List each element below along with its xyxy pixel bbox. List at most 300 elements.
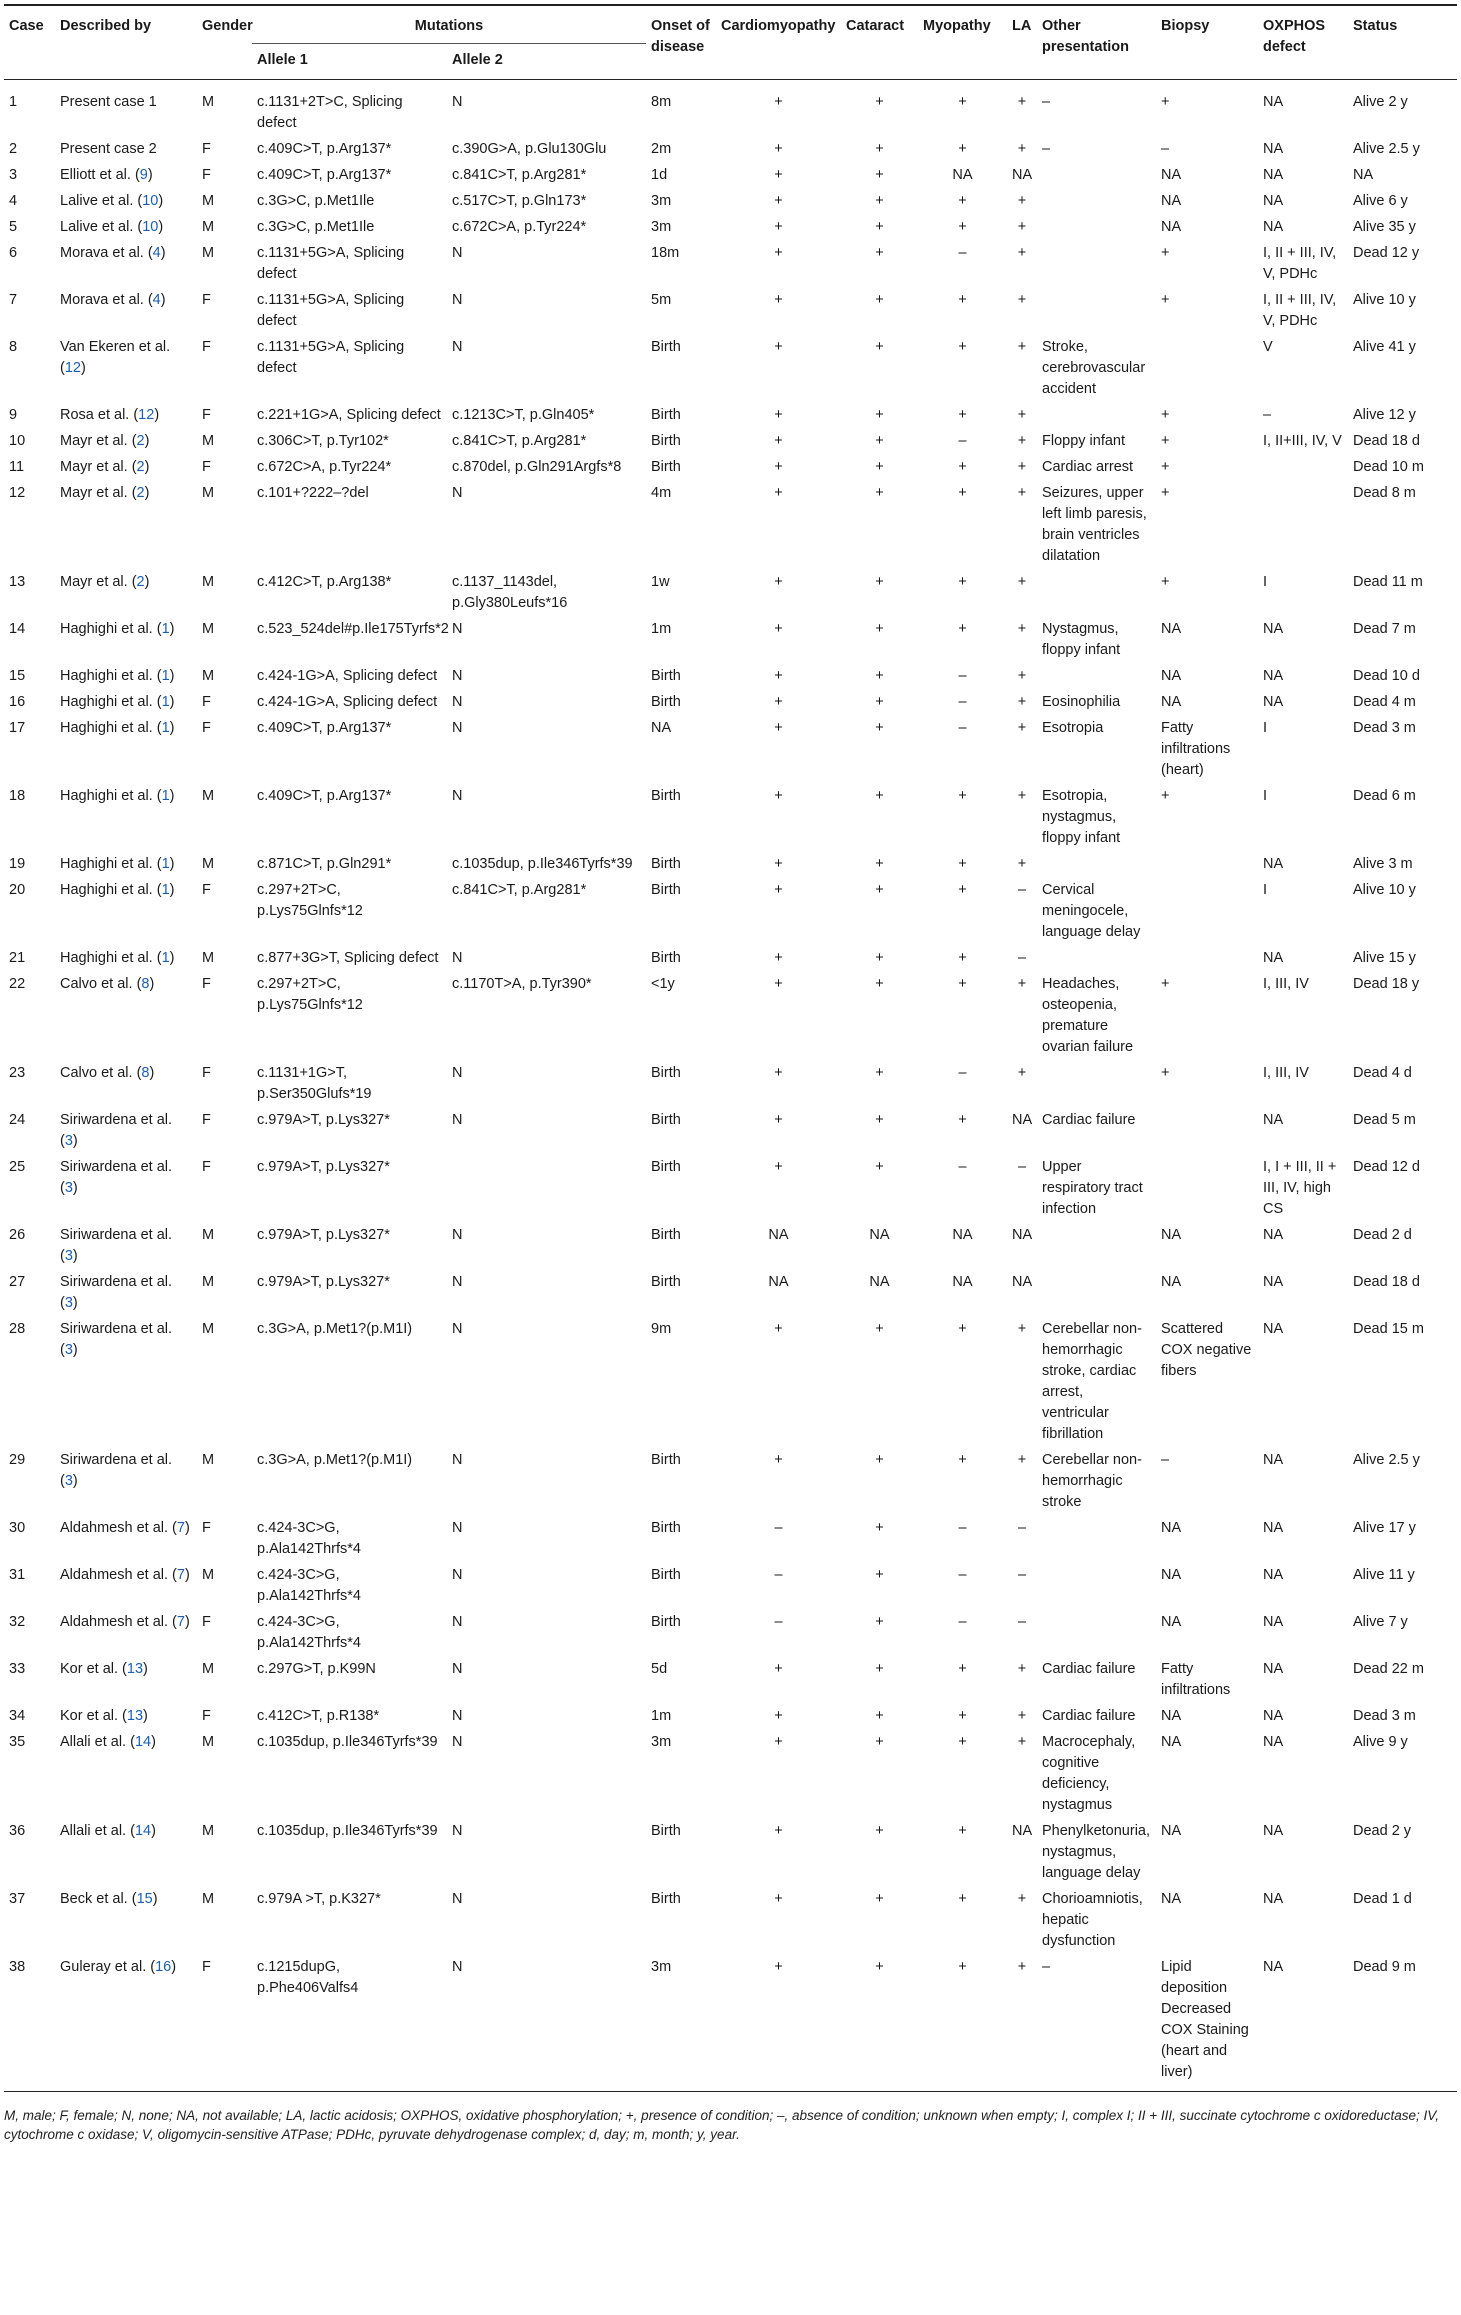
cell-oxphos: I — [1263, 788, 1268, 804]
cell-onset: Birth — [651, 1227, 681, 1243]
cell-allele-1: c.877+3G>T, Splicing defect — [257, 950, 439, 966]
cell-other-presentation — [1037, 663, 1156, 689]
cell-oxphos: NA — [1263, 1520, 1284, 1536]
cell-biopsy: NA — [1161, 219, 1182, 235]
reference-link[interactable]: 1 — [161, 694, 170, 710]
reference-link[interactable]: 14 — [134, 1823, 152, 1839]
cell-myopathy: + — [958, 94, 967, 110]
cell-cataract: + — [841, 1954, 918, 2092]
cell-allele-1: c.412C>T, p.Arg138* — [257, 574, 392, 590]
table-row — [4, 1269, 1457, 1316]
cell-allele-2: N — [452, 621, 463, 637]
cell-la: + — [1017, 193, 1027, 209]
reference-link[interactable]: 2 — [136, 574, 145, 590]
cell-allele-1: c.979A>T, p.Lys327* — [257, 1112, 390, 1128]
header-la: LA — [1007, 5, 1037, 80]
cell-allele-1: c.672C>A, p.Tyr224* — [257, 459, 392, 475]
cell-case: 19 — [9, 856, 26, 872]
cell-myopathy: + — [958, 1321, 967, 1337]
cell-status: Dead 18 y — [1353, 976, 1420, 992]
cell-onset: Birth — [651, 339, 681, 355]
reference-link[interactable]: 4 — [152, 245, 161, 261]
cell-allele-1: c.409C>T, p.Arg137* — [257, 788, 392, 804]
table-row — [4, 783, 1457, 851]
cell-allele-1: c.297G>T, p.K99N — [257, 1661, 376, 1677]
cell-cardiomyopathy: + — [774, 1891, 783, 1907]
cell-other-presentation — [1037, 1562, 1156, 1609]
reference-link[interactable]: 3 — [64, 1473, 73, 1489]
cell-onset: 1d — [651, 167, 668, 183]
reference-link[interactable]: 3 — [64, 1295, 73, 1311]
cell-gender: F — [202, 339, 211, 355]
cell-la: NA — [1012, 1227, 1033, 1243]
cell-other-presentation — [1037, 1060, 1156, 1107]
cell-case: 26 — [9, 1227, 26, 1243]
cell-case: 24 — [9, 1112, 26, 1128]
reference-link[interactable]: 4 — [152, 292, 161, 308]
cell-cataract: + — [875, 621, 884, 637]
reference-link[interactable]: 16 — [155, 1959, 172, 1975]
cell-status: Alive 41 y — [1353, 339, 1416, 355]
cell-cataract: + — [875, 1891, 884, 1907]
cell-gender: M — [202, 788, 215, 804]
table-row — [4, 80, 1457, 137]
cell-la: + — [1017, 1321, 1027, 1337]
cell-oxphos: V — [1263, 339, 1273, 355]
cell-other-presentation: Floppy infant — [1042, 433, 1126, 449]
cell-biopsy — [1156, 945, 1258, 971]
cell-described-by: Aldahmesh et al. (7) — [60, 1614, 190, 1630]
cell-onset: Birth — [651, 1274, 681, 1290]
cell-status: Dead 2 y — [1353, 1823, 1412, 1839]
cell-described-by: Beck et al. (15) — [60, 1891, 158, 1907]
cell-biopsy: + — [1161, 574, 1170, 590]
cell-onset: Birth — [651, 433, 681, 449]
header-status: Status — [1348, 5, 1457, 80]
cell-case: 20 — [9, 882, 26, 898]
cell-status: Dead 10 d — [1353, 668, 1420, 684]
cell-onset: 3m — [646, 1954, 716, 2092]
reference-link[interactable]: 1 — [161, 668, 170, 684]
cell-onset: Birth — [651, 950, 681, 966]
cell-case: 17 — [9, 720, 26, 736]
cell-allele-1: c.412C>T, p.R138* — [257, 1708, 380, 1724]
cell-allele-2: N — [452, 950, 463, 966]
cell-gender: F — [202, 694, 211, 710]
cell-myopathy: – — [958, 1567, 967, 1583]
cell-la: + — [1017, 694, 1027, 710]
cell-myopathy: + — [958, 976, 967, 992]
reference-link[interactable]: 13 — [126, 1708, 144, 1724]
cell-onset: 8m — [651, 94, 672, 110]
header-gender: Gender — [197, 5, 252, 80]
cell-myopathy: + — [958, 1661, 967, 1677]
cell-cataract: + — [875, 1823, 884, 1839]
cell-gender: F — [202, 292, 211, 308]
table-row — [4, 1060, 1457, 1107]
cell-onset: 3m — [651, 1734, 672, 1750]
cell-cardiomyopathy: + — [774, 788, 783, 804]
cell-allele-1: c.3G>A, p.Met1?(p.M1I) — [257, 1321, 413, 1337]
reference-link[interactable]: 8 — [141, 1065, 150, 1081]
cell-other-presentation: Esotropia — [1042, 720, 1104, 736]
cell-cardiomyopathy: + — [774, 1112, 783, 1128]
cell-la: – — [1017, 1614, 1027, 1630]
cell-oxphos: NA — [1263, 1614, 1284, 1630]
table-row — [4, 1886, 1457, 1954]
cell-biopsy: + — [1161, 485, 1170, 501]
cell-myopathy: + — [958, 1823, 967, 1839]
cell-myopathy: – — [958, 245, 967, 261]
reference-link[interactable]: 1 — [161, 856, 170, 872]
cell-other-presentation — [1037, 569, 1156, 616]
reference-link[interactable]: 7 — [176, 1614, 185, 1630]
cell-onset: Birth — [651, 1891, 681, 1907]
cell-la: + — [1017, 245, 1027, 261]
cell-la: + — [1017, 94, 1027, 110]
cell-cataract: + — [875, 1452, 884, 1468]
reference-link[interactable]: 3 — [64, 1342, 73, 1358]
cell-myopathy: + — [958, 1891, 967, 1907]
table-row — [4, 240, 1457, 287]
cell-other-presentation: Esotropia, nystagmus, floppy infant — [1042, 788, 1121, 846]
cell-biopsy: NA — [1161, 1274, 1182, 1290]
cell-cataract: + — [875, 1112, 884, 1128]
cell-gender: F — [197, 1954, 252, 2092]
cell-myopathy: + — [958, 485, 967, 501]
cell-status: Dead 15 m — [1353, 1321, 1424, 1337]
cell-allele-1: c.979A>T, p.Lys327* — [257, 1159, 390, 1175]
cell-oxphos: NA — [1263, 1321, 1284, 1337]
reference-link[interactable]: 9 — [139, 167, 148, 183]
cell-cardiomyopathy: – — [774, 1520, 783, 1536]
cell-onset: 9m — [651, 1321, 672, 1337]
cell-cardiomyopathy: + — [774, 193, 783, 209]
reference-link[interactable]: 12 — [64, 360, 81, 376]
cell-cardiomyopathy: + — [716, 1954, 841, 2092]
cell-allele-2: N — [452, 292, 463, 308]
cell-status: Dead 11 m — [1353, 574, 1423, 590]
cell-biopsy: Scattered COX negative fibers — [1161, 1321, 1252, 1379]
cell-onset: 3m — [651, 193, 672, 209]
cell-oxphos: NA — [1263, 94, 1284, 110]
reference-link[interactable]: 14 — [134, 1734, 152, 1750]
reference-link[interactable]: 10 — [142, 219, 159, 235]
cell-cataract: + — [875, 292, 884, 308]
cell-case: 9 — [9, 407, 18, 423]
cell-myopathy: + — [958, 292, 967, 308]
cell-described-by: Siriwardena et al. (3) — [60, 1452, 173, 1489]
cell-allele-1: c.1131+5G>A, Splicing defect — [257, 245, 405, 282]
cell-onset: Birth — [651, 1614, 681, 1630]
cell-case: 23 — [9, 1065, 26, 1081]
cell-other-presentation: – — [1042, 141, 1051, 157]
cell-gender: F — [202, 976, 211, 992]
cell-myopathy: + — [958, 621, 967, 637]
cell-allele-2: c.870del, p.Gln291Argfs*8 — [452, 459, 622, 475]
cell-oxphos: NA — [1263, 219, 1284, 235]
cell-described-by: Van Ekeren et al. (12) — [60, 339, 171, 376]
cell-cardiomyopathy: + — [774, 976, 783, 992]
cell-allele-1: c.1215dupG, p.Phe406Valfs4 — [252, 1954, 447, 2092]
cell-allele-2: N — [452, 1891, 463, 1907]
cell-allele-2: N — [452, 1614, 463, 1630]
cell-allele-1: c.1131+5G>A, Splicing defect — [257, 339, 405, 376]
cell-onset: Birth — [651, 668, 681, 684]
cell-onset: 4m — [651, 485, 672, 501]
cell-allele-1: c.297+2T>C, p.Lys75Glnfs*12 — [257, 882, 363, 919]
cell-allele-1: c.523_524del#p.Ile175Tyrfs*2 — [257, 621, 449, 637]
cell-gender: M — [202, 621, 215, 637]
cell-myopathy: – — [958, 694, 967, 710]
table-row — [4, 851, 1457, 877]
cell-case: 22 — [9, 976, 26, 992]
author-name: Rosa et al. ( — [60, 407, 139, 423]
cell-status: Alive 2 y — [1353, 94, 1408, 110]
cell-myopathy: + — [958, 459, 967, 475]
table-row — [4, 1447, 1457, 1515]
cell-other-presentation — [1037, 945, 1156, 971]
cell-other-presentation: Stroke, cerebrovascular accident — [1042, 339, 1146, 397]
cell-gender: M — [202, 193, 215, 209]
cell-allele-2: N — [452, 1734, 463, 1750]
cell-biopsy: NA — [1161, 1614, 1182, 1630]
author-name: Siriwardena et al. ( — [60, 1227, 173, 1264]
reference-link[interactable]: 15 — [136, 1891, 153, 1907]
cell-myopathy: + — [958, 882, 967, 898]
cell-onset: <1y — [651, 976, 675, 992]
reference-link[interactable]: 1 — [161, 621, 170, 637]
author-name: Haghighi et al. ( — [60, 720, 162, 736]
cell-cataract: + — [875, 193, 884, 209]
reference-link[interactable]: 3 — [64, 1180, 73, 1196]
cell-described-by: Aldahmesh et al. (7) — [60, 1520, 190, 1536]
reference-link[interactable]: 13 — [126, 1661, 144, 1677]
author-name: Guleray et al. ( — [60, 1959, 156, 1975]
cell-oxphos: NA — [1263, 668, 1284, 684]
reference-link[interactable]: 1 — [161, 788, 170, 804]
cell-oxphos: I, II + III, IV, V, PDHc — [1263, 292, 1337, 329]
cell-status: Alive 2.5 y — [1353, 1452, 1420, 1468]
cell-status: Dead 1 d — [1353, 1891, 1412, 1907]
cell-biopsy — [1156, 877, 1258, 945]
table-row — [4, 1656, 1457, 1703]
cell-oxphos: NA — [1263, 1567, 1284, 1583]
cell-case: 10 — [9, 433, 26, 449]
cell-allele-1: c.1131+5G>A, Splicing defect — [257, 292, 405, 329]
cell-status: Dead 6 m — [1353, 788, 1416, 804]
cell-cardiomyopathy: + — [774, 1065, 783, 1081]
cell-status: Dead 12 d — [1353, 1159, 1420, 1175]
cell-biopsy: – — [1161, 141, 1170, 157]
reference-link[interactable]: 1 — [161, 950, 170, 966]
cell-status: Alive 7 y — [1353, 1614, 1408, 1630]
cell-cardiomyopathy: + — [774, 219, 783, 235]
table-row — [4, 971, 1457, 1060]
table-body — [4, 80, 1457, 2092]
cell-other-presentation: Headaches, osteopenia, premature ovarian failure — [1042, 976, 1134, 1055]
cell-onset: Birth — [651, 459, 681, 475]
cell-la: + — [1017, 668, 1027, 684]
cell-status: Dead 4 d — [1353, 1065, 1412, 1081]
cell-case: 7 — [9, 292, 18, 308]
cell-described-by: Calvo et al. (8) — [60, 976, 155, 992]
cell-myopathy: NA — [952, 1274, 973, 1290]
cell-onset: 5m — [651, 292, 672, 308]
reference-link[interactable]: 1 — [161, 882, 170, 898]
table-row — [4, 1562, 1457, 1609]
cell-gender: F — [202, 1708, 211, 1724]
table-row — [4, 689, 1457, 715]
cell-case: 25 — [9, 1159, 26, 1175]
cell-la: + — [1017, 219, 1027, 235]
cell-onset: Birth — [651, 1112, 681, 1128]
cell-la: + — [1017, 1734, 1027, 1750]
cell-myopathy: + — [958, 950, 967, 966]
cell-cataract: + — [875, 1159, 884, 1175]
cell-described-by: Siriwardena et al. (3) — [60, 1227, 173, 1264]
cell-biopsy: + — [1161, 1065, 1170, 1081]
table-row — [4, 1818, 1457, 1886]
cell-biopsy — [1156, 1154, 1258, 1222]
cell-biopsy — [1156, 851, 1258, 877]
cell-case: 3 — [9, 167, 18, 183]
cell-oxphos: I, I + III, II + III, IV, high CS — [1263, 1159, 1337, 1217]
table-row — [4, 480, 1457, 569]
cell-described-by: Allali et al. (14) — [60, 1734, 156, 1750]
cell-case: 31 — [9, 1567, 26, 1583]
cell-cataract: + — [875, 882, 884, 898]
cell-myopathy: + — [958, 788, 967, 804]
cell-cataract: + — [875, 856, 884, 872]
cell-case: 13 — [9, 574, 26, 590]
cell-described-by: Haghighi et al. (1) — [60, 694, 175, 710]
table-row — [4, 715, 1457, 783]
cell-la: NA — [1012, 167, 1033, 183]
author-name: Aldahmesh et al. ( — [60, 1567, 177, 1583]
reference-link[interactable]: 2 — [136, 459, 145, 475]
cell-cardiomyopathy: + — [774, 1159, 783, 1175]
author-name: Aldahmesh et al. ( — [60, 1614, 177, 1630]
cell-other-presentation — [1037, 1222, 1156, 1269]
cell-case: 29 — [9, 1452, 26, 1468]
header-cardiomyopathy: Cardiomyopathy — [716, 5, 841, 80]
cell-case: 12 — [9, 485, 26, 501]
table-row — [4, 1515, 1457, 1562]
cell-allele-2: c.841C>T, p.Arg281* — [452, 882, 587, 898]
cell-oxphos: NA — [1258, 1954, 1348, 2092]
reference-link[interactable]: 10 — [142, 193, 159, 209]
cell-allele-2: N — [452, 1112, 463, 1128]
cell-other-presentation: – — [1037, 1954, 1156, 2092]
cell-cardiomyopathy: NA — [768, 1274, 789, 1290]
cell-onset: Birth — [651, 856, 681, 872]
cell-onset: Birth — [651, 694, 681, 710]
cell-biopsy: NA — [1161, 1891, 1182, 1907]
author-name: Van Ekeren et al. ( — [60, 339, 171, 376]
cell-la: + — [1017, 856, 1027, 872]
cell-oxphos: – — [1263, 407, 1272, 423]
table-row — [4, 428, 1457, 454]
cell-other-presentation: Seizures, upper left limb paresis, brain ventricles dilatation — [1042, 485, 1147, 564]
cell-described-by: Lalive et al. (10) — [60, 193, 164, 209]
reference-link[interactable]: 2 — [136, 433, 145, 449]
cell-la: + — [1007, 1954, 1037, 2092]
cell-allele-2: N — [452, 94, 463, 110]
cell-la: + — [1017, 459, 1027, 475]
cell-oxphos: NA — [1263, 694, 1284, 710]
cell-described-by: Haghighi et al. (1) — [60, 950, 175, 966]
reference-link[interactable]: 8 — [141, 976, 150, 992]
reference-link[interactable]: 3 — [64, 1248, 73, 1264]
cell-myopathy: + — [958, 219, 967, 235]
table-row — [4, 287, 1457, 334]
cell-myopathy: + — [958, 193, 967, 209]
header-oxphos: OXPHOS defect — [1258, 5, 1348, 80]
cell-oxphos: NA — [1263, 1891, 1284, 1907]
reference-link[interactable]: 7 — [176, 1520, 185, 1536]
cell-cataract: + — [875, 339, 884, 355]
cell-gender: M — [202, 1661, 215, 1677]
reference-link[interactable]: 2 — [136, 485, 145, 501]
table-row — [4, 663, 1457, 689]
table-row — [4, 1107, 1457, 1154]
cell-described-by: Kor et al. (13) — [60, 1708, 148, 1724]
cell-status: Alive 10 y — [1353, 882, 1416, 898]
cell-myopathy: – — [958, 1614, 967, 1630]
cell-gender: M — [202, 1823, 215, 1839]
cell-cataract: + — [875, 1520, 884, 1536]
cell-status: Dead 9 m — [1348, 1954, 1457, 2092]
cell-oxphos: I, III, IV — [1263, 976, 1309, 992]
cell-myopathy: + — [918, 1954, 1007, 2092]
table-row — [4, 1609, 1457, 1656]
reference-link[interactable]: 1 — [161, 720, 170, 736]
cell-oxphos: NA — [1263, 1734, 1284, 1750]
cell-la: + — [1017, 433, 1027, 449]
table-row — [4, 1703, 1457, 1729]
cell-oxphos: NA — [1263, 193, 1284, 209]
cell-gender: M — [202, 485, 215, 501]
cell-oxphos: NA — [1263, 1274, 1284, 1290]
cell-cardiomyopathy: + — [774, 433, 783, 449]
reference-link[interactable]: 3 — [64, 1133, 73, 1149]
cell-allele-2: c.1035dup, p.Ile346Tyrfs*39 — [452, 856, 633, 872]
cell-described-by: Siriwardena et al. (3) — [60, 1321, 173, 1358]
author-name: Allali et al. ( — [60, 1734, 135, 1750]
cell-la: + — [1017, 621, 1027, 637]
cell-other-presentation — [1037, 214, 1156, 240]
cell-gender: F — [202, 1065, 211, 1081]
cell-gender: M — [202, 94, 215, 110]
cell-status: Alive 11 y — [1353, 1567, 1415, 1583]
cell-onset: 1m — [651, 1708, 672, 1724]
reference-link[interactable]: 12 — [138, 407, 155, 423]
table-row — [4, 877, 1457, 945]
reference-link[interactable]: 7 — [176, 1567, 185, 1583]
cell-status: Alive 15 y — [1353, 950, 1416, 966]
author-name: Beck et al. ( — [60, 1891, 137, 1907]
cell-la: – — [1017, 1520, 1027, 1536]
table-row — [4, 334, 1457, 402]
cell-gender: F — [202, 167, 211, 183]
cell-other-presentation — [1037, 162, 1156, 188]
cell-biopsy: Fatty infiltrations — [1161, 1661, 1231, 1698]
cell-myopathy: + — [958, 856, 967, 872]
cell-myopathy: – — [958, 720, 967, 736]
cell-cardiomyopathy: + — [774, 574, 783, 590]
table-row — [4, 136, 1457, 162]
